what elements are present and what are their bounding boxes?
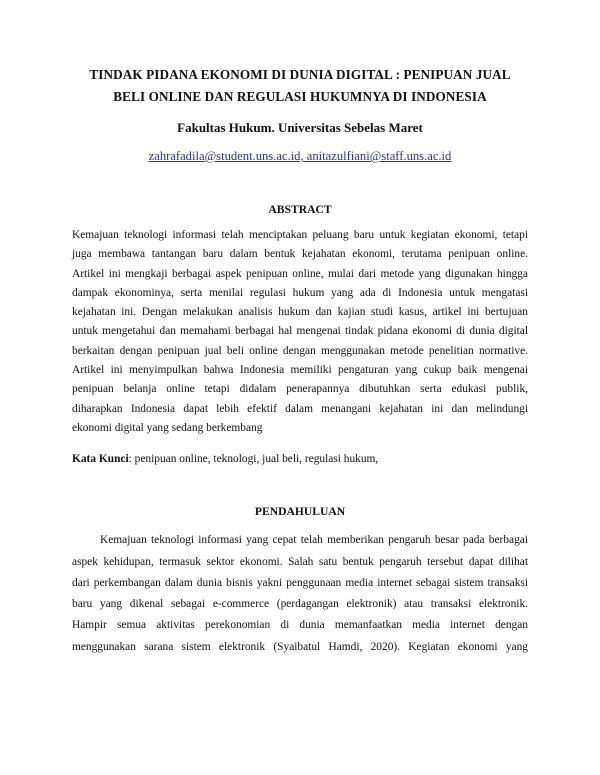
introduction-text [72, 530, 528, 658]
introduction-line: menggunakan sarana sistem elektronik (Syaibatul Hamdi, 2020). Kegiatan ekonomi yang [72, 640, 528, 653]
introduction-line: aspek kehidupan, termasuk sektor ekonomi. Salah satu bentuk pengaruh tersebut dapat dilihat [72, 555, 528, 568]
keywords [72, 450, 528, 468]
introduction-line: baru yang dikenal sebagai e-commerce (perdagangan elektronik) atau transaksi elektronik. [72, 598, 528, 611]
author-emails [72, 147, 528, 165]
paper-title-line-1: TINDAK PIDANA EKONOMI DI DUNIA DIGITAL : PENIPUAN JUAL [89, 67, 511, 82]
abstract-line: untuk mengetahui dan memahami berbagai hal mengenai tindak pidana ekonomi di dunia digital [72, 325, 528, 338]
abstract-line: berkaitan dengan penipuan jual beli online dengan menggunakan metode penelitian normative. [72, 344, 528, 357]
abstract-line: diharapkan Indonesia dapat lebih efektif dalam menangani kejahatan ini dan melindungi [72, 402, 528, 415]
abstract-line: kejahatan ini. Dengan melakukan analisis hukum dan kajian studi kasus, artikel ini bertujuan [72, 306, 528, 319]
introduction-heading: PENDAHULUAN [254, 505, 346, 519]
abstract-line: juga membawa tantangan baru dalam bentuk kejahatan ekonomi, terutama penipuan online. [72, 248, 528, 261]
introduction-line: dari perkembangan dalam dunia bisnis yakni penggunaan media internet sebagai sistem transaksi [72, 576, 528, 589]
introduction-line: Kemajuan teknologi informasi yang cepat telah memberikan pengaruh besar pada berbagai [100, 534, 528, 547]
abstract-line: penipuan belanja online tetapi didalam penerapannya dibutuhkan serta edukasi publik, [72, 383, 528, 396]
keywords-label: Kata Kunci [72, 453, 129, 466]
affiliation: Fakultas Hukum. Universitas Sebelas Maret [177, 120, 423, 135]
abstract-line: Artikel ini menyimpulkan bahwa Indonesia memiliki pengaturan yang cukup baik mengenai [72, 364, 528, 377]
abstract-text [72, 226, 528, 438]
paper-title [72, 64, 528, 108]
email-link[interactable]: zahrafadila@student.uns.ac.id, anitazulfiani@staff.uns.ac.id [148, 149, 452, 163]
introduction-line: Hampir semua aktivitas perekonomian di dunia memanfaatkan media internet dengan [72, 619, 528, 632]
abstract-line: dampak ekonominya, serta menilai regulasi hukum yang ada di Indonesia untuk mengatasi [72, 286, 528, 299]
abstract-line: Kemajuan teknologi informasi telah menciptakan peluang baru untuk kegiatan ekonomi, tetapi [72, 229, 528, 241]
abstract-line: ekonomi digital yang sedang berkembang [72, 421, 263, 434]
abstract-heading: ABSTRACT [268, 203, 332, 216]
keywords-text: : penipuan online, teknologi, jual beli, regulasi hukum, [128, 453, 379, 466]
paper-title-line-2: BELI ONLINE DAN REGULASI HUKUMNYA DI INDONESIA [113, 89, 487, 104]
abstract-line: Artikel ini mengkaji berbagai aspek penipuan online, mulai dari metode yang digunakan hingga [72, 267, 528, 280]
